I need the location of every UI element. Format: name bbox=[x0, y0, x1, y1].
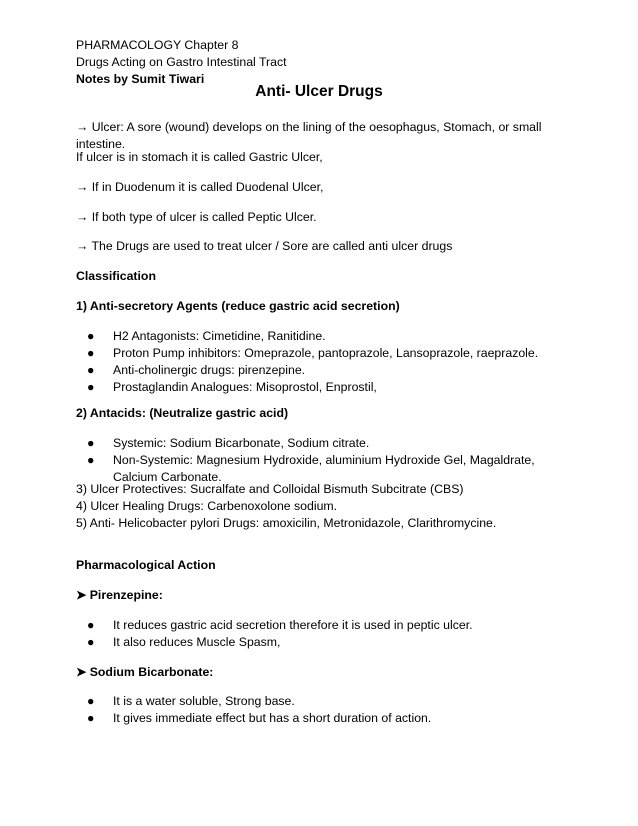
list-item: ● Proton Pump inhibitors: Omeprazole, pantoprazole, Lansoprazole, raeprazole. bbox=[87, 346, 539, 360]
intro-anti-ulcer-drugs: → The Drugs are used to treat ulcer / Sore are called anti ulcer drugs bbox=[76, 239, 453, 253]
bullet-icon: ● bbox=[87, 329, 95, 343]
bullet-icon: ● bbox=[87, 635, 95, 649]
pirenzepine-list bbox=[76, 617, 578, 651]
group2-heading: 2) Antacids: (Neutralize gastric acid) bbox=[76, 406, 289, 420]
header-topic: Drugs Acting on Gastro Intestinal Tract bbox=[76, 55, 287, 69]
header-author: Notes by Sumit Tiwari bbox=[76, 72, 205, 86]
intro-duodenal-ulcer: → If in Duodenum it is called Duodenal Ulcer, bbox=[76, 180, 324, 194]
numbered-categories bbox=[76, 481, 578, 532]
list-item: 3) Ulcer Protectives: Sucralfate and Colloidal Bismuth Subcitrate (CBS) bbox=[76, 482, 464, 496]
bullet-icon: ● bbox=[87, 711, 95, 725]
pharmacological-heading: Pharmacological Action bbox=[76, 558, 216, 572]
bullet-icon: ● bbox=[87, 436, 95, 450]
group2-list bbox=[76, 435, 578, 486]
intro-gastric-ulcer: If ulcer is in stomach it is called Gastric Ulcer, bbox=[76, 150, 323, 164]
bullet-icon: ● bbox=[87, 694, 95, 708]
classification-heading: Classification bbox=[76, 269, 156, 283]
pirenzepine-heading: ➤ Pirenzepine: bbox=[76, 588, 163, 602]
sodium-bicarbonate-heading: ➤ Sodium Bicarbonate: bbox=[76, 665, 214, 679]
list-item: ● It gives immediate effect but has a short duration of action. bbox=[87, 711, 432, 725]
list-item: ● H2 Antagonists: Cimetidine, Ranitidine. bbox=[87, 329, 326, 343]
list-item: ● Systemic: Sodium Bicarbonate, Sodium citrate. bbox=[87, 436, 370, 450]
intro-peptic-ulcer: → If both type of ulcer is called Peptic Ulcer. bbox=[76, 210, 317, 224]
list-item: ● Non-Systemic: Magnesium Hydroxide, aluminium Hydroxide Gel, Magaldrate, Calcium Carbonate. bbox=[87, 453, 535, 484]
list-item: 4) Ulcer Healing Drugs: Carbenoxolone sodium. bbox=[76, 499, 338, 513]
list-item: ● Anti-cholinergic drugs: pirenzepine. bbox=[87, 363, 306, 377]
intro-ulcer-definition: → Ulcer: A sore (wound) develops on the lining of the oesophagus, Stomach, or small intestine. bbox=[76, 120, 542, 151]
sodium-bicarbonate-list bbox=[76, 693, 578, 727]
group1-heading: 1) Anti-secretory Agents (reduce gastric acid secretion) bbox=[76, 299, 400, 313]
bullet-icon: ● bbox=[87, 618, 95, 632]
document-header bbox=[76, 37, 578, 88]
bullet-icon: ● bbox=[87, 363, 95, 377]
group1-list bbox=[76, 328, 578, 396]
bullet-icon: ● bbox=[87, 380, 95, 394]
bullet-icon: ● bbox=[87, 453, 95, 467]
list-item: ● It is a water soluble, Strong base. bbox=[87, 694, 295, 708]
page-title: Anti- Ulcer Drugs bbox=[255, 83, 383, 100]
list-item: ● It also reduces Muscle Spasm, bbox=[87, 635, 281, 649]
list-item: ● It reduces gastric acid secretion therefore it is used in peptic ulcer. bbox=[87, 618, 473, 632]
list-item: ● Prostaglandin Analogues: Misoprostol, Enprostil, bbox=[87, 380, 377, 394]
bullet-icon: ● bbox=[87, 346, 95, 360]
list-item: 5) Anti- Helicobacter pylori Drugs: amoxicilin, Metronidazole, Clarithromycine. bbox=[76, 516, 497, 530]
header-chapter: PHARMACOLOGY Chapter 8 bbox=[76, 38, 239, 52]
